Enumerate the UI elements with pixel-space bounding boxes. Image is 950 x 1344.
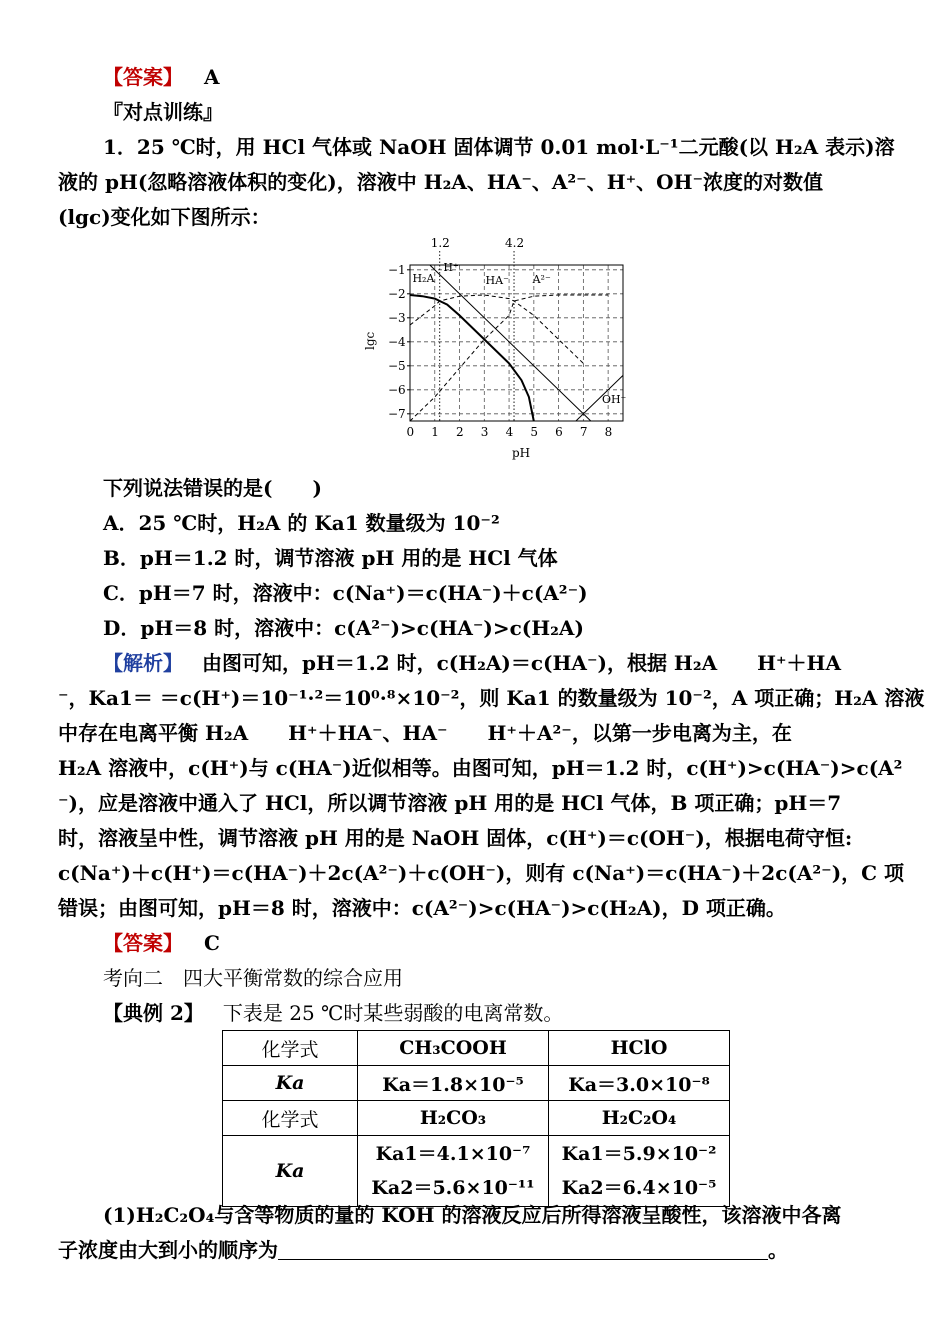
answer-label: 【答案】 [103,65,183,89]
chart-xlabel: pH [512,446,531,460]
table-cell [358,1136,549,1207]
y-tick-label: −3 [388,310,406,325]
y-tick-label: −6 [388,382,406,397]
q1-number: 1． [103,135,137,159]
q2-1-end: 。 [768,1238,788,1262]
x-tick-label: 3 [480,425,489,439]
x-tick-label: 5 [530,425,538,439]
table-row [223,1031,730,1066]
q1-option-c: C．pH＝7 时，溶液中：c(Na⁺)＝c(HA⁻)＋c(A²⁻) [103,581,588,605]
table-cell: 化学式 [223,1031,358,1066]
table-cell: Ka [223,1136,358,1207]
series-line-H⁺ [430,265,591,421]
x-tick-label: 6 [555,425,563,439]
x-tick-label: 1 [431,425,439,439]
y-tick-label: −4 [388,334,406,349]
y-tick-label: −1 [388,262,406,277]
ka1-value: Ka1＝4.1×10⁻⁷ [375,1143,531,1165]
answer-1 [103,62,892,92]
top-mark-label: 4.2 [505,236,525,250]
analysis-line2: ⁻，Ka1＝ ＝c(H⁺)＝10⁻¹·²＝10⁰·⁸×10⁻²，则 Ka1 的数量级为 10⁻²，A 项正确；H₂A 溶液 [58,686,925,710]
x-tick-label: 7 [579,425,588,439]
q1-line3: (lgc)变化如下图所示： [58,205,271,229]
q1-line1 [103,132,895,162]
analysis-line1 [103,648,892,678]
x-tick-label: 8 [604,425,613,439]
top-mark-label: 1.2 [430,236,450,250]
analysis-text-1: 由图可知，pH＝1.2 时，c(H₂A)＝c(HA⁻)，根据 H₂A H⁺＋HA [201,651,841,675]
y-tick-label: −5 [388,358,406,373]
analysis-line3: 中存在电离平衡 H₂A H⁺＋HA⁻、HA⁻ H⁺＋A²⁻，以第一步电离为主，在 [58,721,792,745]
answer-2 [103,928,892,958]
answer-blank[interactable] [278,1239,768,1260]
analysis-line5: ⁻)，应是溶液中通入了 HCl，所以调节溶液 pH 用的是 HCl 气体，B 项正确；pH＝7 [58,791,842,815]
ka2-value: Ka2＝6.4×10⁻⁵ [561,1177,717,1199]
q1-line1-text: 25 ℃时，用 HCl 气体或 NaOH 固体调节 0.01 mol·L⁻¹二元酸(以 H₂A 表示)溶 [136,135,895,159]
section-title: 考向二 四大平衡常数的综合应用 [103,966,403,990]
q2-1-line2 [58,1235,892,1265]
table-row [223,1136,730,1207]
table-row [223,1066,730,1101]
analysis-label: 【解析】 [103,651,183,675]
analysis-line7: c(Na⁺)＋c(H⁺)＝c(HA⁻)＋2c(A²⁻)＋c(OH⁻)，则有 c(Na⁺)＝c(HA⁻)＋2c(A²⁻)，C 项 [58,861,905,885]
example-label: 【典例 2】 [103,1001,204,1025]
q1-line2: 液的 pH(忽略溶液体积的变化)，溶液中 H₂A、HA⁻、A²⁻、H⁺、OH⁻浓度的对数值 [58,170,824,194]
ka2-value: Ka2＝5.6×10⁻¹¹ [371,1177,535,1199]
series-label: H⁺ [443,261,459,274]
q1-stem: 下列说法错误的是( ) [103,476,322,500]
answer-value: A [203,65,220,89]
chart-ticks [388,236,627,439]
example-2 [103,998,892,1028]
analysis-line6: 时，溶液呈中性，调节溶液 pH 用的是 NaOH 固体，c(H⁺)＝c(OH⁻)，根据电荷守恒: [58,826,853,850]
series-line-H₂A [410,295,534,421]
table-cell: Ka [223,1066,358,1101]
table-cell: CH₃COOH [358,1031,549,1066]
table-cell: H₂CO₃ [358,1101,549,1136]
q1-option-a: A．25 ℃时，H₂A 的 Ka1 数量级为 10⁻² [103,511,500,535]
table-cell: H₂C₂O₄ [549,1101,730,1136]
table-cell: Ka＝1.8×10⁻⁵ [358,1066,549,1101]
analysis-line4: H₂A 溶液中，c(H⁺)与 c(HA⁻)近似相等。由图可知，pH＝1.2 时，c(H⁺)>c(HA⁻)>c(A² [58,756,903,780]
ka1-value: Ka1＝5.9×10⁻² [561,1143,717,1165]
q1-option-b: B．pH＝1.2 时，调节溶液 pH 用的是 HCl 气体 [103,546,558,570]
series-label: OH⁻ [601,393,627,406]
q1-option-d: D．pH＝8 时，溶液中：c(A²⁻)>c(HA⁻)>c(H₂A) [103,616,584,640]
x-tick-label: 2 [456,425,464,439]
chart-series [410,265,623,421]
y-tick-label: −2 [388,286,406,301]
table-cell [549,1136,730,1207]
lgc-ph-chart [360,235,650,465]
answer-value: C [203,931,220,955]
table-cell: Ka＝3.0×10⁻⁸ [549,1066,730,1101]
q2-1-text: 子浓度由大到小的顺序为 [58,1238,278,1262]
x-tick-label: 4 [505,425,514,439]
x-tick-label: 0 [406,425,415,439]
chart-ylabel: lgc [363,331,377,350]
table-row [223,1101,730,1136]
analysis-line8: 错误；由图可知，pH＝8 时，溶液中：c(A²⁻)>c(HA⁻)>c(H₂A)，D 项正确。 [58,896,786,920]
answer-label: 【答案】 [103,931,183,955]
table-cell: 化学式 [223,1101,358,1136]
plot-frame [410,265,623,421]
y-tick-label: −7 [388,406,406,421]
table-cell: HClO [549,1031,730,1066]
series-label: A²⁻ [532,273,551,286]
example-text: 下表是 25 ℃时某些弱酸的电离常数。 [222,1001,564,1025]
q2-1-line1: (1)H₂C₂O₄与含等物质的量的 KOH 的溶液反应后所得溶液呈酸性，该溶液中各离 [103,1203,842,1227]
series-label: H₂A [412,271,435,285]
training-header: 『对点训练』 [103,100,223,124]
series-label: HA⁻ [485,274,509,288]
ka-table [222,1030,730,1207]
